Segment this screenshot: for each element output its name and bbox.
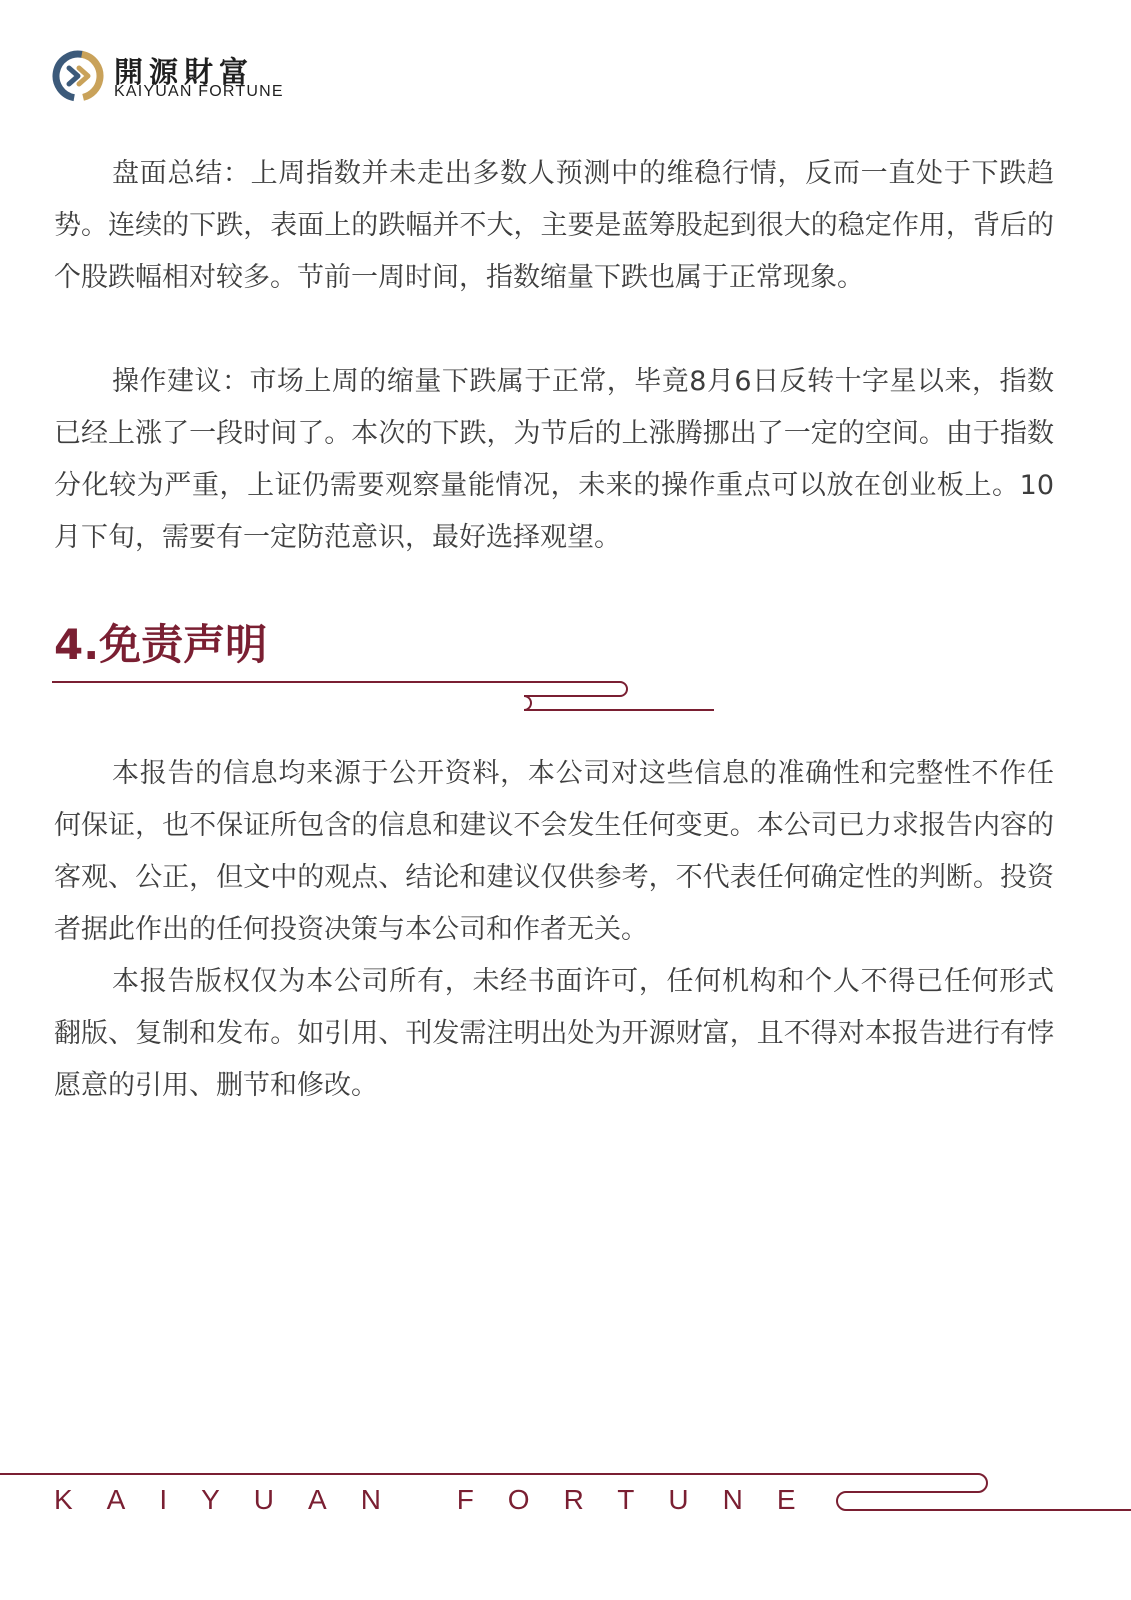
footer-brand-text: KAIYUAN FORTUNE [54, 1484, 830, 1515]
company-logo [52, 50, 292, 106]
section-heading: 4.免责声明 [54, 620, 268, 669]
logo-chinese-name: 開源財富 [114, 55, 255, 89]
logo-english-name: KAIYUAN FORTUNE [114, 83, 284, 100]
operation-advice-paragraph: 操作建议：市场上周的缩量下跌属于正常，毕竟8月6日反转十字星以来，指数已经上涨了一段时间了。本次的下跌，为节后的上涨腾挪出了一定的空间。由于指数分化较为严重，上证仍需要观察量能情况，未来的操作重点可以放在创业板上。10月下旬，需要有一定防范意识，最好选择观望。 [54, 366, 1054, 553]
heading-underline-decoration [52, 676, 732, 712]
disclaimer-paragraph-2: 本报告版权仅为本公司所有，未经书面许可，任何机构和个人不得已任何形式翻版、复制和发布。如引用、刊发需注明出处为开源财富，且不得对本报告进行有悖愿意的引用、删节和修改。 [54, 966, 1054, 1101]
market-summary-paragraph: 盘面总结：上周指数并未走出多数人预测中的维稳行情，反而一直处于下跌趋势。连续的下跌，表面上的跌幅并不大，主要是蓝筹股起到很大的稳定作用，背后的个股跌幅相对较多。节前一周时间，指数缩量下跌也属于正常现象。 [54, 158, 1054, 293]
disclaimer-paragraph-1: 本报告的信息均来源于公开资料，本公司对这些信息的准确性和完整性不作任何保证，也不保证所包含的信息和建议不会发生任何变更。本公司已力求报告内容的客观、公正，但文中的观点、结论和建议仅供参考，不代表任何确定性的判断。投资者据此作出的任何投资决策与本公司和作者无关。 [54, 758, 1054, 945]
kaiyuan-logo-icon [52, 50, 104, 102]
